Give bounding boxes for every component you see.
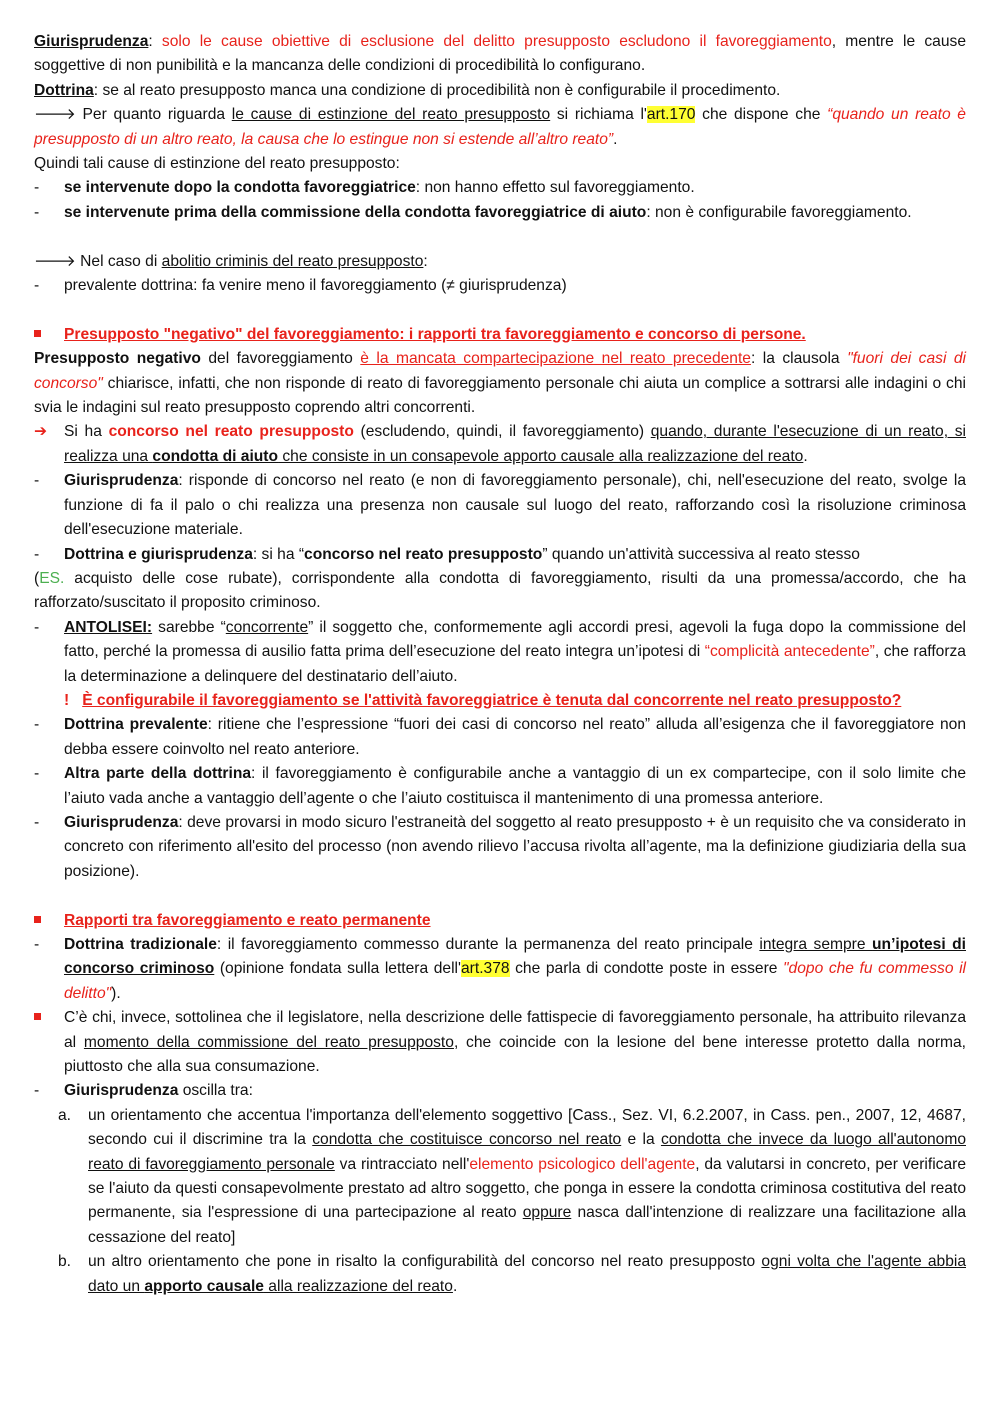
square-bullet-icon [34,916,41,923]
list-item: - Dottrina e giurisprudenza: si ha “concorso nel reato presupposto” quando un'attività successiva al reato stesso [34,545,860,563]
list-item: - se intervenute prima della commissione della condotta favoreggiatrice di aiuto: non è configurabile favoreggiamento. [34,203,912,221]
sublist-item-b: b. un altro orientamento che pone in risalto la configurabilità del concorso nel reato presupposto ogni volta che l'agente abbia dato un apporto causale alla realizzazione del reato. [58,1253,966,1295]
list-item: - Altra parte della dottrina: il favoreggiamento è configurabile anche a vantaggio di un ex compartecipe, con il solo limite che l’aiuto vada anche a vantaggio dell’agente o che l’aiuto costituisca il mantenimento di una promessa anteriore. [34,765,966,807]
paragraph-quindi: Quindi tali cause di estinzione del reato presupposto: [34,155,400,173]
exclamation-icon: ! [64,691,70,709]
arrow-right-icon: 🡒 [34,106,83,124]
square-bullet-icon [34,330,41,337]
list-item-dottrina-tradizionale: - Dottrina tradizionale: il favoreggiamento commesso durante la permanenza del reato principale integra sempre un’ipotesi di concorso criminoso (opinione fondata sulla lettera dell'art.378 che parla di condotte poste in essere "dopo che fu commesso il delitto"). [34,935,966,1002]
list-item: - Giurisprudenza: risponde di concorso nel reato (e non di favoreggiamento personale), chi, nell'esecuzione del reato, svolge la funzione di fa il palo o chi realizza una presenza non causale sul luogo del reato, rafforzando così la risoluzione criminosa dell'esecuzione materiale. [34,472,966,539]
document-body [34,30,966,1299]
list-item-antolisei: - ANTOLISEI: sarebbe “concorrente” il soggetto che, conformemente agli accordi presi, agevoli la fuga dopo la commissione del fatto, perché la promessa di ausilio fatta prima dell’esecuzione del reato integra un’ipotesi di “complicità antecedente”, che rafforza la determinazione a delinquere del destinatario dell’aiuto. [34,618,966,685]
arrow-right-icon: 🡒 [34,252,81,270]
article-reference: art.170 [646,106,696,124]
article-reference: art.378 [461,960,510,978]
paragraph-presupposto-negativo: Presupposto negativo del favoreggiamento è la mancata compartecipazione nel reato precedente: la clausola "fuori dei casi di concorso" chiarisce, infatti, che non risponde di reato di favoreggiamento personale chi aiuta un complice a sottrarsi alle indagini o chi svia le indagini sul reato presupposto coprendo altri concorrenti. [34,350,967,417]
list-item: - Giurisprudenza oscilla tra: [34,1082,253,1100]
list-item: - prevalente dottrina: fa venire meno il favoreggiamento (≠ giurisprudenza) [34,277,567,295]
question-heading: ! È configurabile il favoreggiamento se l'attività favoreggiatrice è tenuta dal concorrente nel reato presupposto? [64,691,902,709]
paragraph-dottrina-procedibilita: Dottrina: se al reato presupposto manca una condizione di procedibilità non è configurabile il procedimento. [34,81,781,99]
paragraph-giurisprudenza-cause: Giurisprudenza: solo le cause obiettive di esclusione del delitto presupposto escludono il favoreggiamento, mentre le cause soggettive di non punibilità e la mancanza delle condizioni di procedibilità lo configurano. [34,33,966,75]
section-heading-reato-permanente: Rapporti tra favoreggiamento e reato permanente [34,909,966,933]
paragraph-art170: 🡒 Per quanto riguarda le cause di estinzione del reato presupposto si richiama l'art.170 che dispone che “quando un reato è presupposto di un altro reato, la causa che lo estingue non si estende all’altro reato”. [34,106,966,148]
arrow-bullet-icon: ➔ [34,423,48,441]
list-item-legislatore: C’è chi, invece, sottolinea che il legislatore, nella descrizione delle fattispecie di favoreggiamento personale, ha attribuito rilevanza al momento della commissione del reato presupposto, che coincide con la lesione del bene interesse protetto dalla norma, piuttosto che alla sua consumazione. [34,1006,966,1079]
list-item: - Dottrina prevalente: ritiene che l’espressione “fuori dei casi di concorso nel reato” alluda all’esigenza che il favoreggiatore non debba essere coinvolto nel reato anteriore. [34,716,966,758]
list-item-concorso: ➔ Si ha concorso nel reato presupposto (escludendo, quindi, il favoreggiamento) quando, durante l'esecuzione di un reato, si realizza una condotta di aiuto che consiste in un consapevole apporto causale alla realizzazione del reato. [34,420,966,469]
section-heading-presupposto-negativo: Presupposto "negativo" del favoreggiamento: i rapporti tra favoreggiamento e concorso di persone. [34,323,966,347]
list-item: - Giurisprudenza: deve provarsi in modo sicuro l'estraneità del soggetto al reato presupposto + è un requisito che va considerato in concreto con riferimento all'esito del processo (non avendo rilievo l’accusa rivolta all’agente, ma la definizione giudiziaria della sua posizione). [34,813,966,880]
list-item: - se intervenute dopo la condotta favoreggiatrice: non hanno effetto sul favoreggiamento. [34,179,695,197]
paragraph-abolitio: 🡒 Nel caso di abolitio criminis del reato presupposto: [34,252,428,270]
sublist-item-a: a. un orientamento che accentua l'importanza dell'elemento soggettivo [Cass., Sez. VI, 6.2.2007, in Cass. pen., 2007, 12, 4687, secondo cui il discrimine tra la condotta che costituisce concorso nel reato e la condotta che invece da luogo all'autonomo reato di favoreggiamento personale va rintracciato nell'elemento psicologico dell'agente, da valutarsi in concreto, per verificare se l'aiuto da questi consapevolmente prestato ad altro soggetto, che ponga in essere la condotta criminosa costitutiva del reato permanente, sia l'espressione di una partecipazione al reato oppure nasca dall'intenzione di realizzare una facilitazione alla cessazione del reato] [58,1106,967,1246]
square-bullet-icon [34,1013,41,1020]
paragraph-esempio: (ES. acquisto delle cose rubate), corrispondente alla condotta di favoreggiamento, risulti da una promessa/accordo, che ha rafforzato/suscitato il proposito criminoso. [34,569,966,612]
